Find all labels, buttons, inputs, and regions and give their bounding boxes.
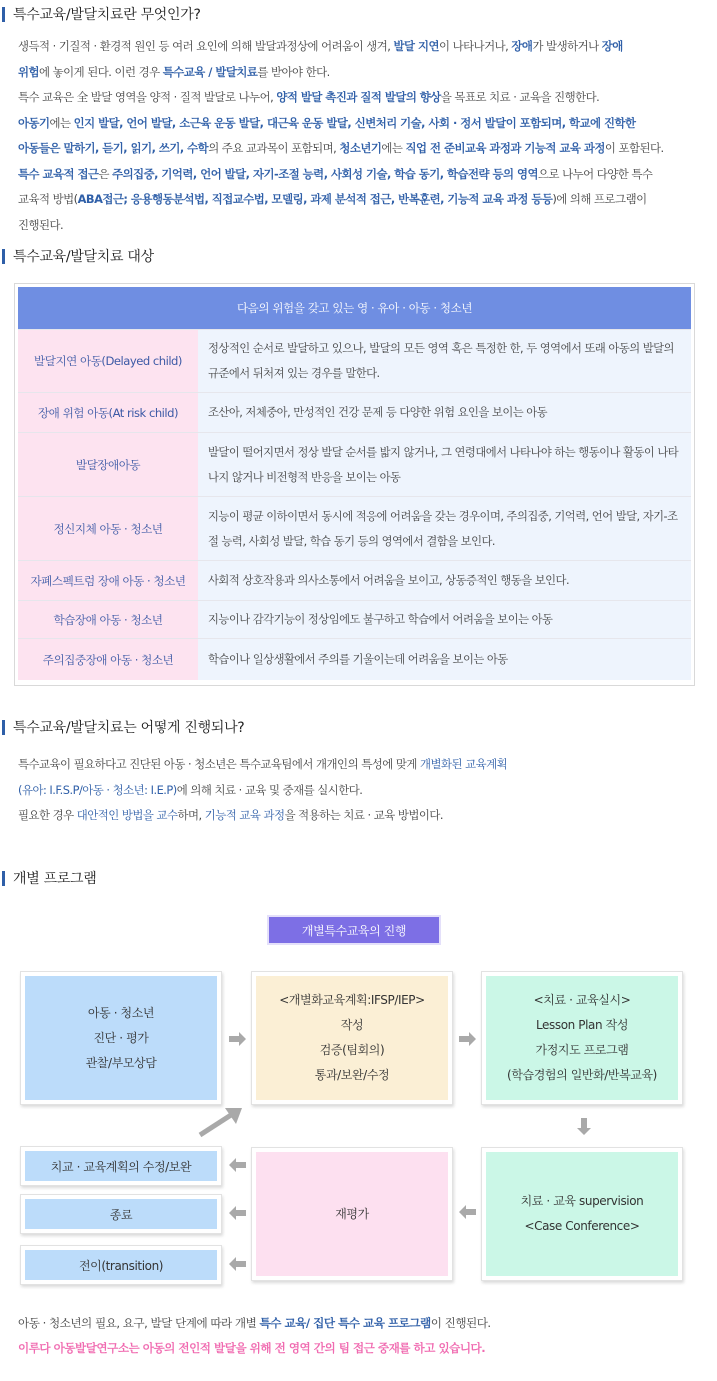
- text: 이 진행된다.: [430, 1316, 491, 1330]
- text: 하며,: [177, 808, 205, 822]
- text: 특수교육이 필요하다고 진단된 아동 · 청소년은 특수교육팀에서 개개인의 특성에 맞게: [18, 757, 420, 771]
- row-desc: 사회적 상호작용과 의사소통에서 어려움을 보이고, 상동증적인 행동을 보인다.: [198, 561, 691, 600]
- section-heading-program: [2, 869, 97, 887]
- assessment-box: [20, 971, 222, 1105]
- text: 에는: [381, 141, 406, 155]
- text: 필요한 경우: [18, 808, 77, 822]
- box-label: 종료: [25, 1199, 217, 1229]
- table-row: [18, 638, 691, 680]
- row-label: 발달장애아동: [18, 433, 198, 496]
- highlight: 위험: [18, 64, 40, 79]
- intro-line: [18, 213, 713, 239]
- text: 에 놓이게 된다. 이런 경우: [39, 64, 163, 79]
- highlight: 인지 발달, 언어 발달, 소근육 운동 발달, 대근육 운동 발달, 신변처리 기술, 사회 · 정서 발달이 포함되며, 학교에 진학한: [73, 115, 636, 130]
- table-row: [18, 392, 691, 432]
- text: 에는: [49, 115, 74, 130]
- box-line: <개별화교육계획:IFSP/IEP>: [279, 993, 425, 1007]
- process-line: [18, 752, 713, 778]
- box-content: [25, 976, 217, 1100]
- highlight: 양적 발달 촉진과 질적 발달의 향상: [276, 90, 441, 104]
- highlight: 특수교육 / 발달치료: [162, 64, 258, 79]
- footer-note: 이루다 아동발달연구소는 아동의 전인적 발달을 위해 전 영역 간의 팀 접근 중재를 하고 있습니다.: [18, 1341, 486, 1355]
- process-line: [18, 778, 713, 804]
- highlight: 특수 교육/ 집단 특수 교육 프로그램: [259, 1316, 431, 1330]
- intro-line: [18, 162, 713, 188]
- text: )에 의해 프로그램이: [552, 192, 647, 206]
- section-heading-what-is: [2, 5, 201, 23]
- table-row: [18, 560, 691, 600]
- diagram-title: 개별특수교육의 진행: [267, 915, 441, 945]
- box-line: 가정지도 프로그램: [535, 1043, 629, 1057]
- target-table: [14, 283, 695, 686]
- row-label: 주의집중장애 아동 · 청소년: [18, 639, 198, 680]
- intro-line: [18, 187, 713, 213]
- box-line: <Case Conference>: [524, 1219, 640, 1233]
- row-label: 장애 위험 아동(At risk child): [18, 393, 198, 432]
- supervision-box: [481, 1147, 683, 1281]
- highlight: 개별화된 교육계획: [419, 757, 508, 771]
- arrow-right-icon: [459, 1032, 477, 1046]
- text: 에 의해 치료 · 교육 및 중재를 실시한다.: [176, 782, 363, 797]
- row-label: 자폐스펙트럼 장애 아동 · 청소년: [18, 561, 198, 600]
- row-desc: 발달이 떨어지면서 정상 발달 순서를 밟지 않거나, 그 연령대에서 나타나야 하는 행동이나 활동이 나타나지 않거나 비전형적 반응을 보이는 아동: [198, 433, 691, 496]
- heading-bar: [2, 249, 5, 264]
- box-line: Lesson Plan 작성: [535, 1018, 629, 1032]
- table-row: [18, 432, 691, 496]
- row-desc: 지능이 평균 이하이면서 동시에 적응에 어려움을 갖는 경우이며, 주의집중, 기억력, 언어 발달, 자기-조절 능력, 사회성 발달, 학습 동기 등의 영역에서 결함을 보인다.: [198, 497, 691, 560]
- row-label: 학습장애 아동 · 청소년: [18, 601, 198, 638]
- box-line: 관찰/부모상담: [85, 1055, 157, 1070]
- highlight: 특수 교육적 접근: [18, 166, 99, 181]
- heading-bar: [2, 720, 5, 735]
- row-desc: 조산아, 저체중아, 만성적인 건강 문제 등 다양한 위험 요인을 보이는 아동: [198, 393, 691, 432]
- heading-bar: [2, 871, 5, 886]
- intro-line: [18, 111, 713, 137]
- process-line: [18, 803, 713, 829]
- text: 을 목표로 치료 · 교육을 진행한다.: [440, 90, 600, 104]
- highlight: 기능적 교육 과정: [204, 808, 285, 822]
- box-content: [256, 976, 448, 1100]
- table-row: [18, 496, 691, 560]
- highlight: ABA접근; 응용행동분석법, 직접교수법, 모델링, 과제 분석적 접근, 반복훈련, 기능적 교육 과정 등등: [77, 192, 553, 206]
- text: 을 적용하는 치료 · 교육 방법이다.: [284, 808, 443, 822]
- highlight: 청소년기: [339, 141, 382, 155]
- highlight: 아동기: [18, 115, 50, 130]
- iep-box: [251, 971, 453, 1105]
- text: 의 주요 교과목이 포함되며,: [208, 141, 340, 155]
- treatment-box: [481, 971, 683, 1105]
- intro-line: [18, 85, 713, 111]
- text: 은: [98, 166, 113, 181]
- row-desc: 지능이나 감각기능이 정상임에도 불구하고 학습에서 어려움을 보이는 아동: [198, 601, 691, 638]
- box-line: <치료 · 교육실시>: [533, 993, 631, 1007]
- row-desc: 학습이나 일상생활에서 주의를 기울이는데 어려움을 보이는 아동: [198, 639, 691, 680]
- section-heading-process: [2, 718, 244, 736]
- arrow-left-icon: [458, 1205, 476, 1219]
- text: 특수 교육은 全 발달 영역을 양적 · 질적 발달로 나누어,: [18, 90, 277, 104]
- box-line: 진단 · 평가: [93, 1030, 149, 1045]
- highlight: 장애: [511, 39, 533, 53]
- intro-line: [18, 60, 713, 86]
- arrow-diagonal-icon: [198, 1106, 244, 1138]
- heading-title: 특수교육/발달치료는 어떻게 진행되나?: [13, 720, 245, 736]
- heading-title: 특수교육/발달치료 대상: [13, 249, 154, 265]
- box-content: [256, 1152, 448, 1276]
- table-row: [18, 329, 691, 392]
- text: 가 발생하거나: [532, 39, 602, 53]
- highlight: (유아: I.F.S.P/아동 · 청소년: I.E.P): [18, 782, 177, 797]
- box-line: 재평가: [335, 1206, 369, 1221]
- box-label: 치교 · 교육계획의 수정/보완: [25, 1151, 217, 1181]
- box-line: 아동 · 청소년: [87, 1005, 155, 1020]
- section-heading-target: [2, 247, 154, 265]
- text: 생득적 · 기질적 · 환경적 원인 등 여러 요인에 의해 발달과정상에 어려움이 생겨,: [18, 39, 394, 53]
- text: 교육적 방법(: [18, 192, 78, 206]
- arrow-right-icon: [229, 1032, 247, 1046]
- row-label: 정신지체 아동 · 청소년: [18, 497, 198, 560]
- arrow-left-icon: [228, 1257, 246, 1271]
- footer-line: [18, 1315, 491, 1331]
- highlight: 아동들은 말하기, 듣기, 읽기, 쓰기, 수학: [18, 141, 209, 155]
- text: 를 받아야 한다.: [257, 64, 330, 79]
- heading-title: 개별 프로그램: [13, 871, 97, 887]
- box-line: (학습경험의 일반화/반복교육): [507, 1068, 657, 1082]
- box-line: 치료 · 교육 supervision: [520, 1194, 644, 1208]
- highlight: 직업 전 준비교육 과정과 기능적 교육 과정: [405, 141, 605, 155]
- process-paragraph: [18, 752, 713, 829]
- outcome-revise-box: [20, 1146, 222, 1186]
- intro-line: [18, 34, 713, 60]
- box-content: [486, 1152, 678, 1276]
- outcome-transition-box: [20, 1245, 222, 1285]
- heading-title: 특수교육/발달치료란 무엇인가?: [13, 7, 201, 23]
- highlight: 발달 지연: [393, 39, 440, 53]
- text: 이 나타나거나,: [439, 39, 512, 53]
- box-line: 작성: [340, 1018, 364, 1032]
- table-row: [18, 600, 691, 638]
- highlight: 대안적인 방법을 교수: [76, 808, 178, 822]
- arrow-left-icon: [228, 1158, 246, 1172]
- reevaluation-box: [251, 1147, 453, 1281]
- table-header: 다음의 위험을 갖고 있는 영 · 유아 · 아동 · 청소년: [18, 287, 691, 329]
- box-line: 검증(팀회의): [319, 1043, 385, 1057]
- highlight: 주의집중, 기억력, 언어 발달, 자기-조절 능력, 사회성 기술, 학습 동기, 학습전략 등의 영역: [112, 166, 538, 181]
- heading-bar: [2, 7, 5, 22]
- intro-line: [18, 136, 713, 162]
- intro-paragraph: [18, 34, 713, 238]
- arrow-down-icon: [577, 1118, 591, 1136]
- box-content: [486, 976, 678, 1100]
- row-desc: 정상적인 순서로 발달하고 있으나, 발달의 모든 영역 혹은 특정한 한, 두 영역에서 또래 아동의 발달의 규준에서 뒤처져 있는 경우를 말한다.: [198, 330, 691, 392]
- text: 으로 나누어 다양한 특수: [538, 166, 653, 181]
- highlight: 장애: [601, 39, 623, 53]
- row-label: 발달지연 아동(Delayed child): [18, 330, 198, 392]
- text: 진행된다.: [18, 217, 64, 232]
- box-label: 전이(transition): [25, 1250, 217, 1280]
- text: 아동 · 청소년의 필요, 요구, 발달 단계에 따라 개별: [18, 1316, 260, 1330]
- text: 이 포함된다.: [604, 141, 664, 155]
- box-line: 통과/보완/수정: [314, 1068, 390, 1082]
- outcome-end-box: [20, 1194, 222, 1234]
- arrow-left-icon: [228, 1206, 246, 1220]
